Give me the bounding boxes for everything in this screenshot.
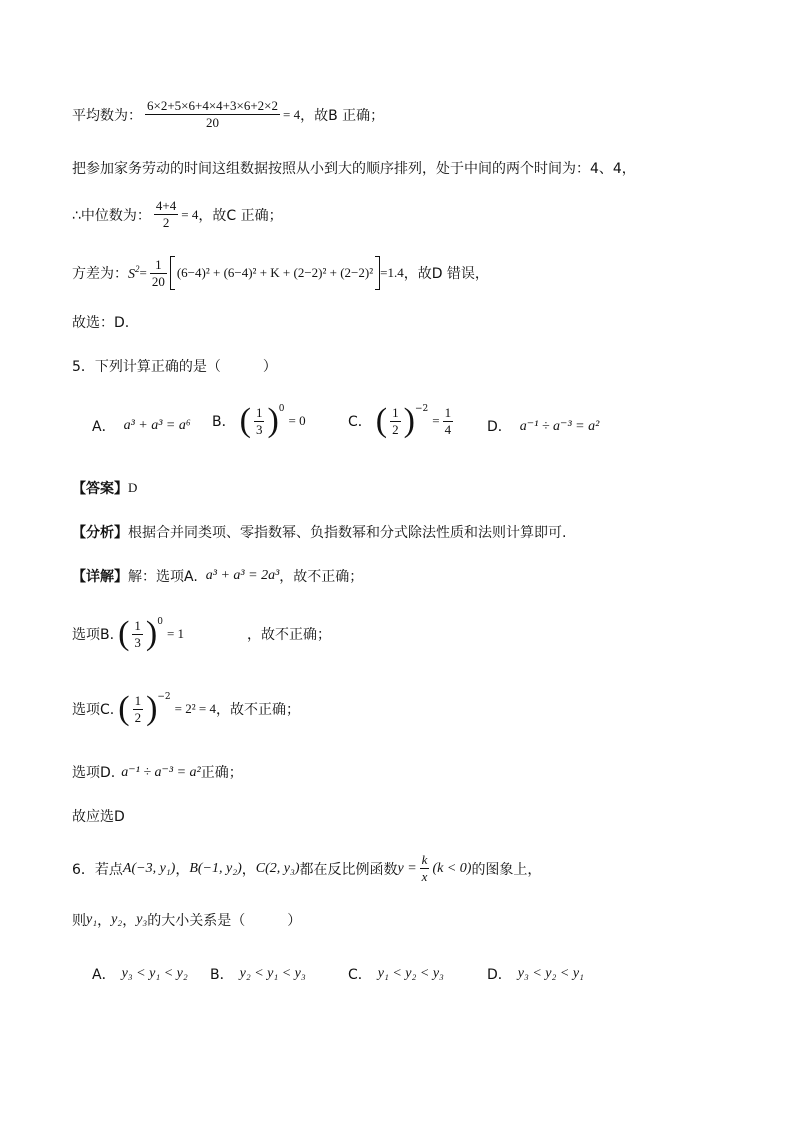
q6-prefix: 6．若点	[72, 861, 123, 878]
option-label: B．	[210, 967, 234, 983]
q6-function-y: y =	[397, 860, 417, 876]
option-expression: y₃ < y₂ < y₁	[517, 966, 584, 981]
option-label: A．	[92, 967, 116, 983]
q6-y3: y₃	[136, 912, 148, 927]
q6-point-c: C(2, y₃)	[255, 860, 300, 876]
q5-option-a[interactable]	[92, 416, 191, 436]
q6-option-c[interactable]	[348, 964, 444, 984]
detail-tag: 【详解】	[72, 569, 128, 585]
median-fraction	[154, 198, 178, 231]
variance-equals: =	[139, 265, 147, 280]
mean-numerator: 6×2+5×6+4×4+3×6+2×2	[147, 98, 278, 113]
paren-fraction: ( $\frac{1}{3}$ ) $^0$	[118, 615, 163, 652]
q6-point-b: B(−1, y₂)	[189, 860, 242, 876]
q6-suffix: 的图象上，	[471, 861, 542, 878]
detail-line	[72, 566, 363, 586]
mean-fraction	[145, 98, 280, 131]
option-label: A．	[92, 419, 116, 435]
choose-text-2: 故应选D	[72, 809, 125, 825]
option-expression: y₂ < y₁ < y₃	[239, 966, 306, 981]
median-result: = 4	[181, 206, 199, 222]
option-label: B．	[212, 414, 236, 430]
paren-fraction: ( $\frac{1}{2}$ ) $^{-2}$	[375, 402, 429, 439]
detail-c-expression: = 2² = 4	[174, 701, 216, 716]
option-label: D．	[487, 967, 512, 983]
median-tail: ，故C 正确；	[198, 207, 283, 224]
sort-line	[72, 158, 636, 178]
choose-line-2	[72, 806, 125, 826]
q6-option-d[interactable]	[487, 964, 584, 984]
mean-line	[72, 98, 384, 131]
choose-line-1	[72, 312, 129, 332]
median-label: ∴中位数为：	[72, 207, 151, 224]
q5-option-b[interactable]	[212, 404, 306, 438]
variance-symbol: $S^2$	[128, 263, 140, 282]
choose-text-1: 故选：D.	[72, 315, 130, 331]
variance-line	[72, 256, 489, 290]
option-label: C．	[348, 414, 372, 430]
q6-options	[0, 964, 794, 988]
q6-y2: y₂	[111, 912, 123, 927]
q6-line2-prefix: 则	[72, 913, 86, 929]
detail-a-tail: ，故不正确；	[279, 569, 364, 585]
q5-title-line	[72, 356, 277, 376]
variance-fraction	[150, 257, 167, 290]
variance-label: 方差为：	[72, 266, 128, 282]
answer-value: D	[128, 480, 138, 495]
paren-fraction: ( $\frac{1}{2}$ ) $^{-2}$	[118, 690, 171, 727]
option-expression: a³ + a³ = a⁶	[123, 418, 191, 433]
q6-y1: y₁	[86, 912, 98, 927]
variance-denominator: 20	[151, 273, 165, 289]
detail-d-tail: 正确；	[200, 765, 243, 781]
detail-d-line	[72, 762, 243, 782]
q6-mid: 都在反比例函数	[299, 861, 398, 878]
detail-c-line	[72, 692, 300, 726]
option-expression: = 0	[288, 413, 306, 428]
detail-d-label: 选项D.	[72, 765, 116, 781]
detail-a-expression: a³ + a³ = 2a³	[205, 568, 280, 583]
variance-numerator: 1	[155, 256, 162, 272]
median-denominator: 2	[162, 215, 170, 230]
detail-text: 解：选项A.	[128, 569, 198, 585]
q5-title: 5．下列计算正确的是（ ）	[72, 359, 277, 375]
detail-b-tail: ，故不正确；	[246, 627, 331, 643]
option-label: D．	[487, 419, 512, 435]
sort-text: 把参加家务劳动的时间这组数据按照从小到大的顺序排列，处于中间的两个时间为：4、4，	[72, 161, 636, 177]
option-expression: y₃ < y₁ < y₂	[121, 966, 188, 981]
variance-tail: ，故D 错误，	[403, 266, 489, 282]
option-expression: a⁻¹ ÷ a⁻³ = a²	[519, 418, 600, 434]
detail-c-tail: ，故不正确；	[215, 702, 300, 718]
answer-line	[72, 478, 137, 498]
detail-d-expression: a⁻¹ ÷ a⁻³ = a²	[121, 764, 201, 780]
mean-result: = 4	[282, 106, 301, 122]
q6-option-b[interactable]	[210, 964, 306, 984]
q5-option-d[interactable]	[487, 416, 599, 436]
mean-denominator: 20	[205, 115, 219, 130]
option-expression: y₁ < y₂ < y₃	[377, 966, 444, 981]
q5-options	[0, 404, 794, 448]
left-bracket	[170, 256, 175, 290]
q6-line-1: 6．若点 A(−3, y₁) ， B(−1, y₂) ， C(2, y₃) 都在反比例函数 y = $\frac{k}{x}$ (k < 0) 的图象上，	[72, 852, 542, 884]
analysis-tag: 【分析】	[72, 525, 128, 541]
detail-c-label: 选项C.	[72, 702, 115, 718]
mean-label: 平均数为：	[72, 107, 142, 124]
option-label: C．	[348, 967, 372, 983]
q6-option-a[interactable]	[92, 964, 188, 984]
q6-point-a: A(−3, y₁)	[122, 860, 176, 876]
answer-tag: 【答案】	[72, 481, 128, 497]
median-numerator: 4+4	[155, 198, 177, 213]
q6-line-2: 则 y₁ ， y₂ ， y₃ 的大小关系是（ ）	[72, 912, 302, 929]
variance-result: =1.4	[380, 265, 404, 280]
q6-line2-suffix: 的大小关系是（ ）	[147, 913, 302, 929]
median-line	[72, 198, 283, 231]
detail-b-expression: = 1	[166, 626, 185, 641]
paren-fraction: ( $\frac{1}{3}$ ) $^0$	[239, 402, 285, 439]
detail-b-label: 选项B.	[72, 627, 115, 643]
analysis-line	[72, 522, 566, 542]
q6-condition: (k < 0)	[432, 860, 472, 876]
mean-tail: ，故B 正确；	[300, 107, 385, 124]
q5-option-c[interactable]: C． ( $\frac{1}{2}$ ) $^{-2}$ = $\frac{1}{4}$	[348, 402, 452, 439]
q6-function-fraction: $\frac{k}{x}$	[421, 852, 428, 884]
variance-terms: (6−4)² + (6−4)² + K + (2−2)² + (2−2)²	[176, 265, 374, 280]
analysis-text: 根据合并同类项、零指数幂、负指数幂和分式除法性质和法则计算即可.	[128, 525, 567, 541]
detail-b-line	[72, 617, 331, 651]
